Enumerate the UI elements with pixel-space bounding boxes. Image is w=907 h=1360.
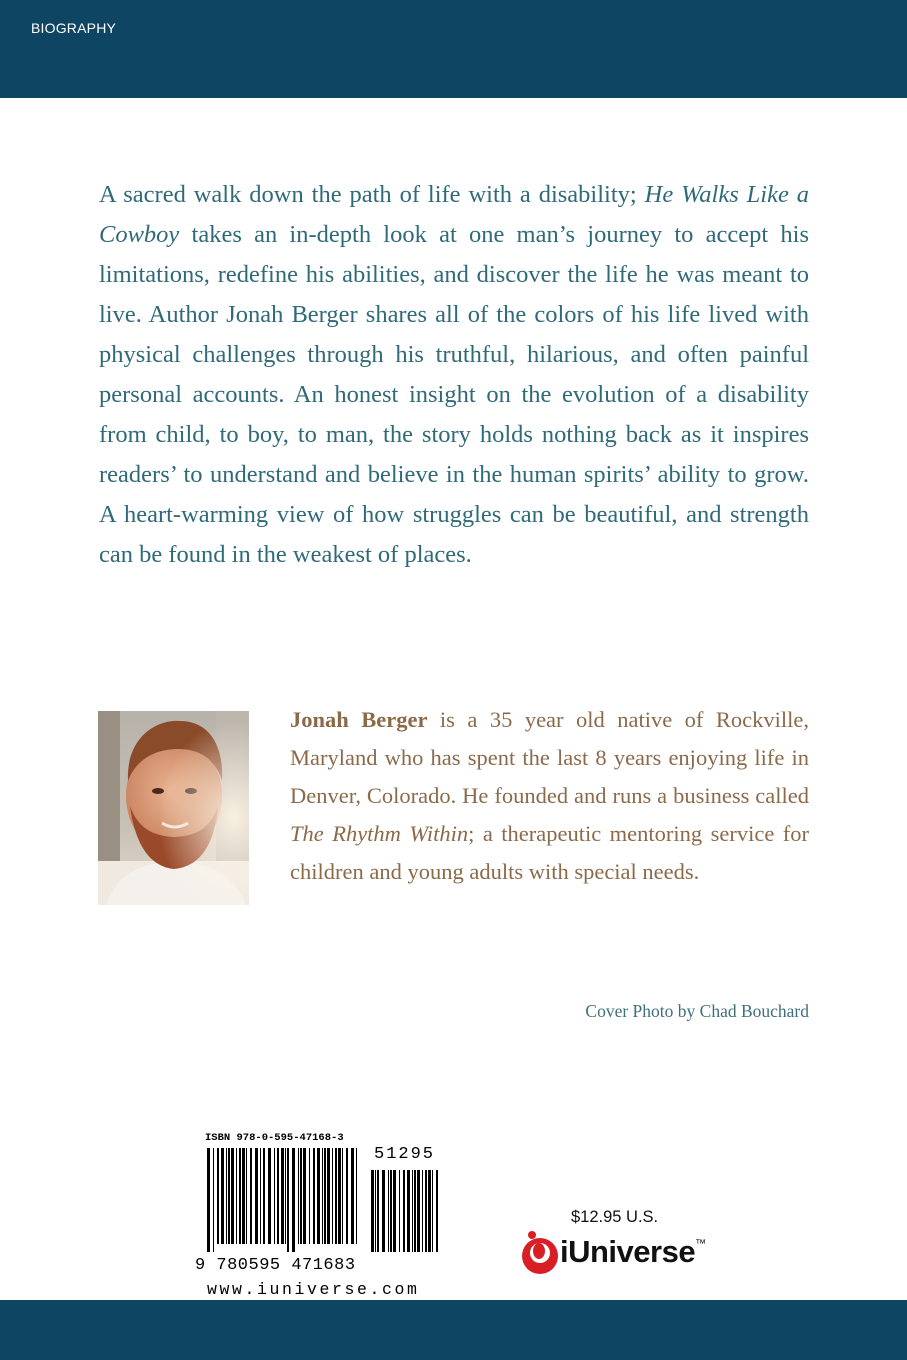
barcode-bar [255, 1148, 258, 1244]
bottom-band [0, 1300, 907, 1360]
barcode-bar [221, 1148, 224, 1244]
barcode-bar [407, 1170, 410, 1252]
barcode-bar [338, 1148, 341, 1244]
barcode-bar [298, 1148, 299, 1244]
barcode-bar [292, 1148, 295, 1252]
ean-digits: 9 780595 471683 [195, 1256, 356, 1275]
barcode-bar [322, 1148, 323, 1244]
barcode-bar [274, 1148, 275, 1244]
barcode-bar [412, 1170, 413, 1252]
barcode-bar [388, 1170, 389, 1252]
barcode-bar [436, 1170, 438, 1252]
author-bio [290, 701, 809, 891]
barcode-bar [346, 1148, 348, 1244]
barcode-bar [217, 1148, 219, 1244]
barcode-bar [242, 1148, 245, 1244]
photo-credit: Cover Photo by Chad Bouchard [585, 1001, 809, 1021]
barcode-bar [300, 1148, 302, 1244]
blurb-text-1: A sacred walk down the path of life with a disability; [99, 181, 645, 208]
publisher-name: iUniverse™ [560, 1234, 706, 1269]
barcode-bar [335, 1148, 337, 1244]
barcode-bar [239, 1148, 241, 1244]
blurb-text-2: takes an in-depth look at one man’s journey to accept his limitations, redefine his abilities, and discover the life he was meant to live. Author Jonah Berger shares all of the colors of his life lived with physical challenges through his truthful, hilarious, and often painful personal accounts. An honest insight on the evolution of a disability from child, to boy, to man, the story holds nothing back as it inspires readers’ to understand and believe in the human spirits’ ability to grow. A heart-warming view of how struggles can be beautiful, and strength can be found in the weakest of places. [99, 221, 809, 568]
barcode-bar [403, 1170, 405, 1252]
top-band [0, 0, 907, 98]
bio-text-2: ; a therapeutic mentoring service for children and young adults with special needs. [290, 821, 809, 884]
barcode-bar [213, 1148, 214, 1252]
barcode-bar [422, 1170, 423, 1252]
barcode-bar [250, 1148, 252, 1244]
addon-digits: 51295 [374, 1145, 436, 1164]
author-photo [98, 711, 249, 905]
barcode-bar [342, 1148, 343, 1244]
barcode-bar [414, 1170, 416, 1252]
barcode-bar [432, 1170, 433, 1252]
author-name: Jonah Berger [290, 707, 428, 732]
barcode-bar [303, 1148, 306, 1244]
barcode-bar [425, 1170, 427, 1252]
barcode-bar [287, 1148, 289, 1252]
barcode-bar [377, 1170, 379, 1252]
barcode-bar [317, 1148, 320, 1244]
barcode-bar [285, 1148, 286, 1244]
barcode-bar [356, 1148, 357, 1244]
barcode-bar [313, 1148, 315, 1244]
barcode-bar [246, 1148, 247, 1244]
price: $12.95 U.S. [571, 1208, 659, 1226]
barcode-bar [351, 1148, 354, 1244]
barcode-bar [417, 1170, 420, 1252]
barcode-bar [382, 1170, 385, 1252]
bio-text-1: is a 35 year old native of Rockville, Maryland who has spent the last 8 years enjoying life in Denver, Colorado. He founded and runs a business called [290, 707, 809, 808]
book-blurb [99, 175, 809, 575]
barcode-bar [268, 1148, 271, 1244]
barcode-bar [324, 1148, 326, 1244]
barcode-bar [226, 1148, 227, 1244]
barcode-bar [390, 1170, 392, 1252]
barcode-bar [309, 1148, 310, 1244]
isbn-barcode [193, 1132, 445, 1304]
barcode-bar [399, 1170, 400, 1252]
blurb-book-title: He Walks Like a Cowboy [99, 181, 810, 248]
publisher-website: www.iuniverse.com [207, 1280, 420, 1299]
barcode-bar [277, 1148, 279, 1244]
barcode-bar [375, 1170, 376, 1252]
publisher-logo [520, 1229, 730, 1279]
barcode-bar [228, 1148, 230, 1244]
barcode-bar [231, 1148, 234, 1244]
barcode-bar [263, 1148, 265, 1244]
barcode-bar [260, 1148, 261, 1244]
barcode-bar [371, 1170, 374, 1252]
business-name: The Rhythm Within [290, 821, 469, 846]
barcode-bar [236, 1148, 237, 1244]
barcode-bar [281, 1148, 284, 1244]
barcode-bar [207, 1148, 210, 1252]
iuniverse-swirl-icon [520, 1229, 560, 1279]
genre-label: BIOGRAPHY [31, 20, 117, 36]
author-portrait-image [98, 711, 249, 905]
isbn-label: ISBN 978-0-595-47168-3 [205, 1132, 344, 1144]
barcode-bar [393, 1170, 396, 1252]
barcode-bar [428, 1170, 431, 1252]
barcode-bar [332, 1148, 333, 1244]
barcode-bar [327, 1148, 330, 1244]
